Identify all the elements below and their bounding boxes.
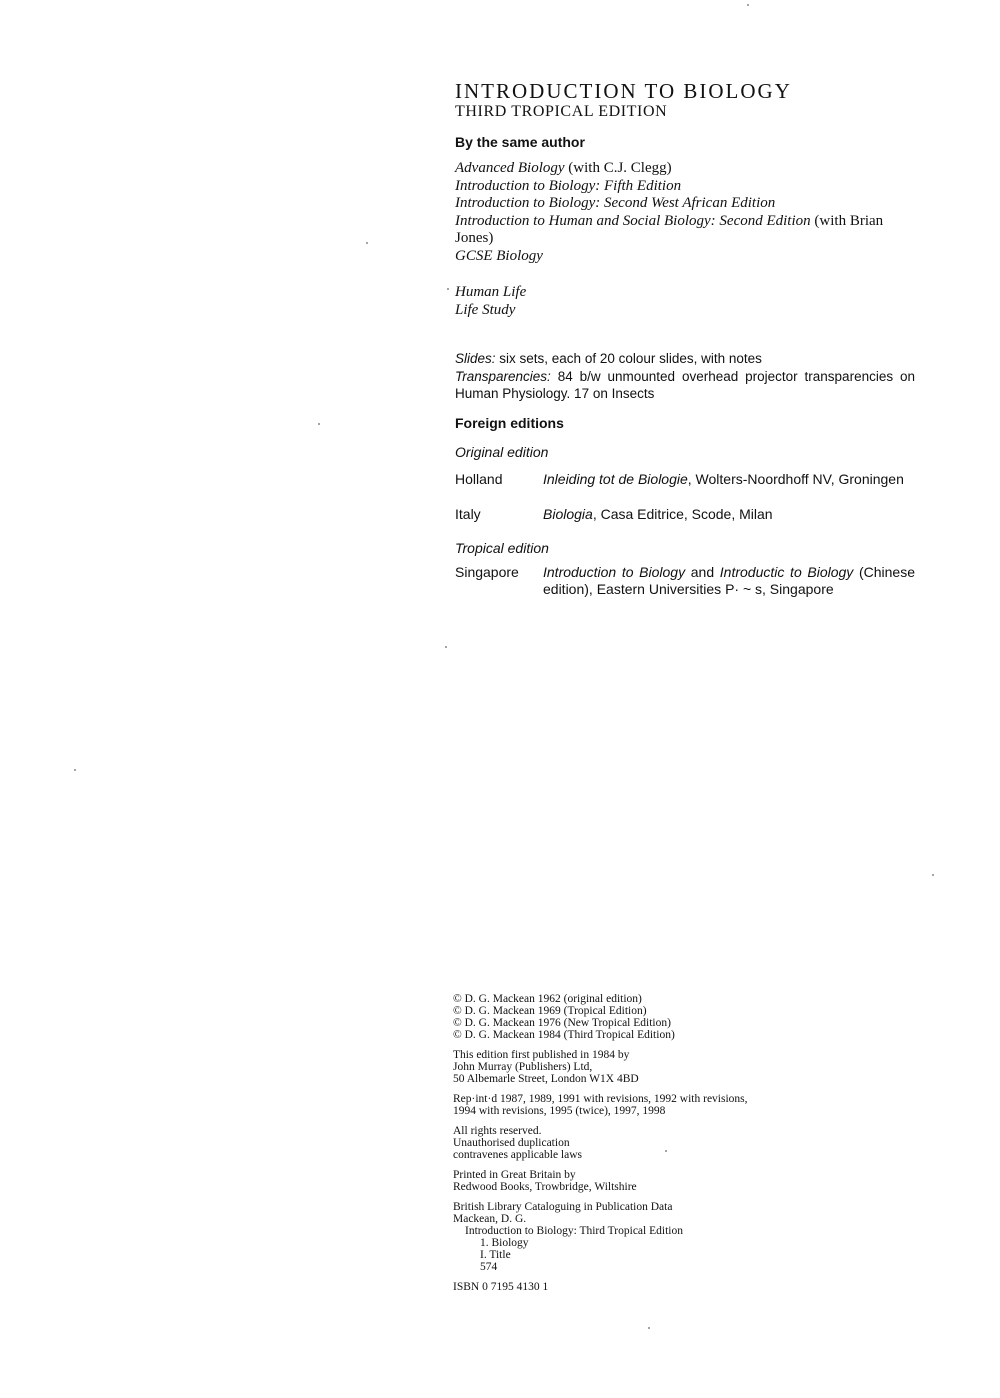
publisher-lines: This edition first published in 1984 by John Murray (Publishers) Ltd, 50 Albemarle Street, London W1X 4BD xyxy=(453,1049,639,1085)
book-entry: Introduction to Biology: Fifth Edition xyxy=(455,177,682,194)
scan-speck xyxy=(318,423,320,425)
reprint-lines: Rep·int·d 1987, 1989, 1991 with revisions, 1992 with revisions, 1994 with revisions, 1995 (twice), 1997, 1998 xyxy=(453,1093,748,1117)
scan-speck xyxy=(74,769,76,771)
same-author-list xyxy=(455,160,915,265)
copyright-lines: © D. G. Mackean 1962 (original edition) © D. G. Mackean 1969 (Tropical Edition) © D. G. Mackean 1976 (New Tropical Edition) © D. G. Mackean 1984 (Third Tropical Edition) xyxy=(453,993,675,1041)
scan-speck xyxy=(447,288,449,290)
scan-speck xyxy=(445,646,447,648)
book-entry: GCSE Biology xyxy=(455,247,543,264)
original-edition-heading: Original edition xyxy=(455,444,549,460)
country: Italy xyxy=(455,506,481,522)
country: Holland xyxy=(455,471,503,487)
media-block xyxy=(455,350,915,403)
edition-detail: Biologia, Casa Editrice, Scode, Milan xyxy=(543,506,773,522)
book-title: INTRODUCTION TO BIOLOGY xyxy=(455,79,792,103)
edition-detail: Introduction to Biology and Introductic to Biology (Chinese edition), Eastern Universities P· ~ s, Singapore xyxy=(543,564,916,597)
edition-detail: Inleiding tot de Biologie, Wolters-Noordhoff NV, Groningen xyxy=(543,471,904,487)
book-entry: Advanced Biology (with C.J. Clegg) xyxy=(455,160,672,176)
scan-speck xyxy=(932,874,934,876)
book-entry: Life Study xyxy=(455,302,516,318)
book-entry: Introduction to Biology: Second West African Edition xyxy=(455,195,776,211)
book-entry: Introduction to Human and Social Biology: Second Edition (with Brian Jones) xyxy=(455,212,884,246)
title-block xyxy=(455,80,915,122)
slides-line: Slides: six sets, each of 20 colour slides, with notes xyxy=(455,351,762,366)
rights-lines: All rights reserved. Unauthorised duplication contravenes applicable laws xyxy=(453,1125,582,1161)
scan-speck xyxy=(648,1327,650,1329)
foreign-editions-heading: Foreign editions xyxy=(455,415,564,431)
scan-speck xyxy=(366,242,368,244)
imprint-block xyxy=(453,993,813,1293)
same-author-heading: By the same author xyxy=(455,134,585,150)
scan-speck xyxy=(665,1150,667,1152)
edition-row-italy xyxy=(455,506,915,523)
printer-lines: Printed in Great Britain by Redwood Books, Trowbridge, Wiltshire xyxy=(453,1169,637,1193)
same-author-list-2 xyxy=(455,283,526,319)
edition-row-singapore xyxy=(455,564,915,598)
transparencies-line: Transparencies: 84 b/w unmounted overhead projector transparencies on Human Physiology. 17 on Insects xyxy=(455,368,915,401)
cip-data: British Library Cataloguing in Publication Data Mackean, D. G. Introduction to Biology: Third Tropical Edition 1. Biology I. Title 574 xyxy=(453,1201,683,1273)
tropical-edition-heading: Tropical edition xyxy=(455,540,549,556)
scan-speck xyxy=(747,4,749,6)
isbn: ISBN 0 7195 4130 1 xyxy=(453,1281,549,1293)
country: Singapore xyxy=(455,564,519,580)
edition-row-holland xyxy=(455,471,915,488)
book-entry: Human Life xyxy=(455,284,527,300)
book-subtitle: THIRD TROPICAL EDITION xyxy=(455,103,668,120)
